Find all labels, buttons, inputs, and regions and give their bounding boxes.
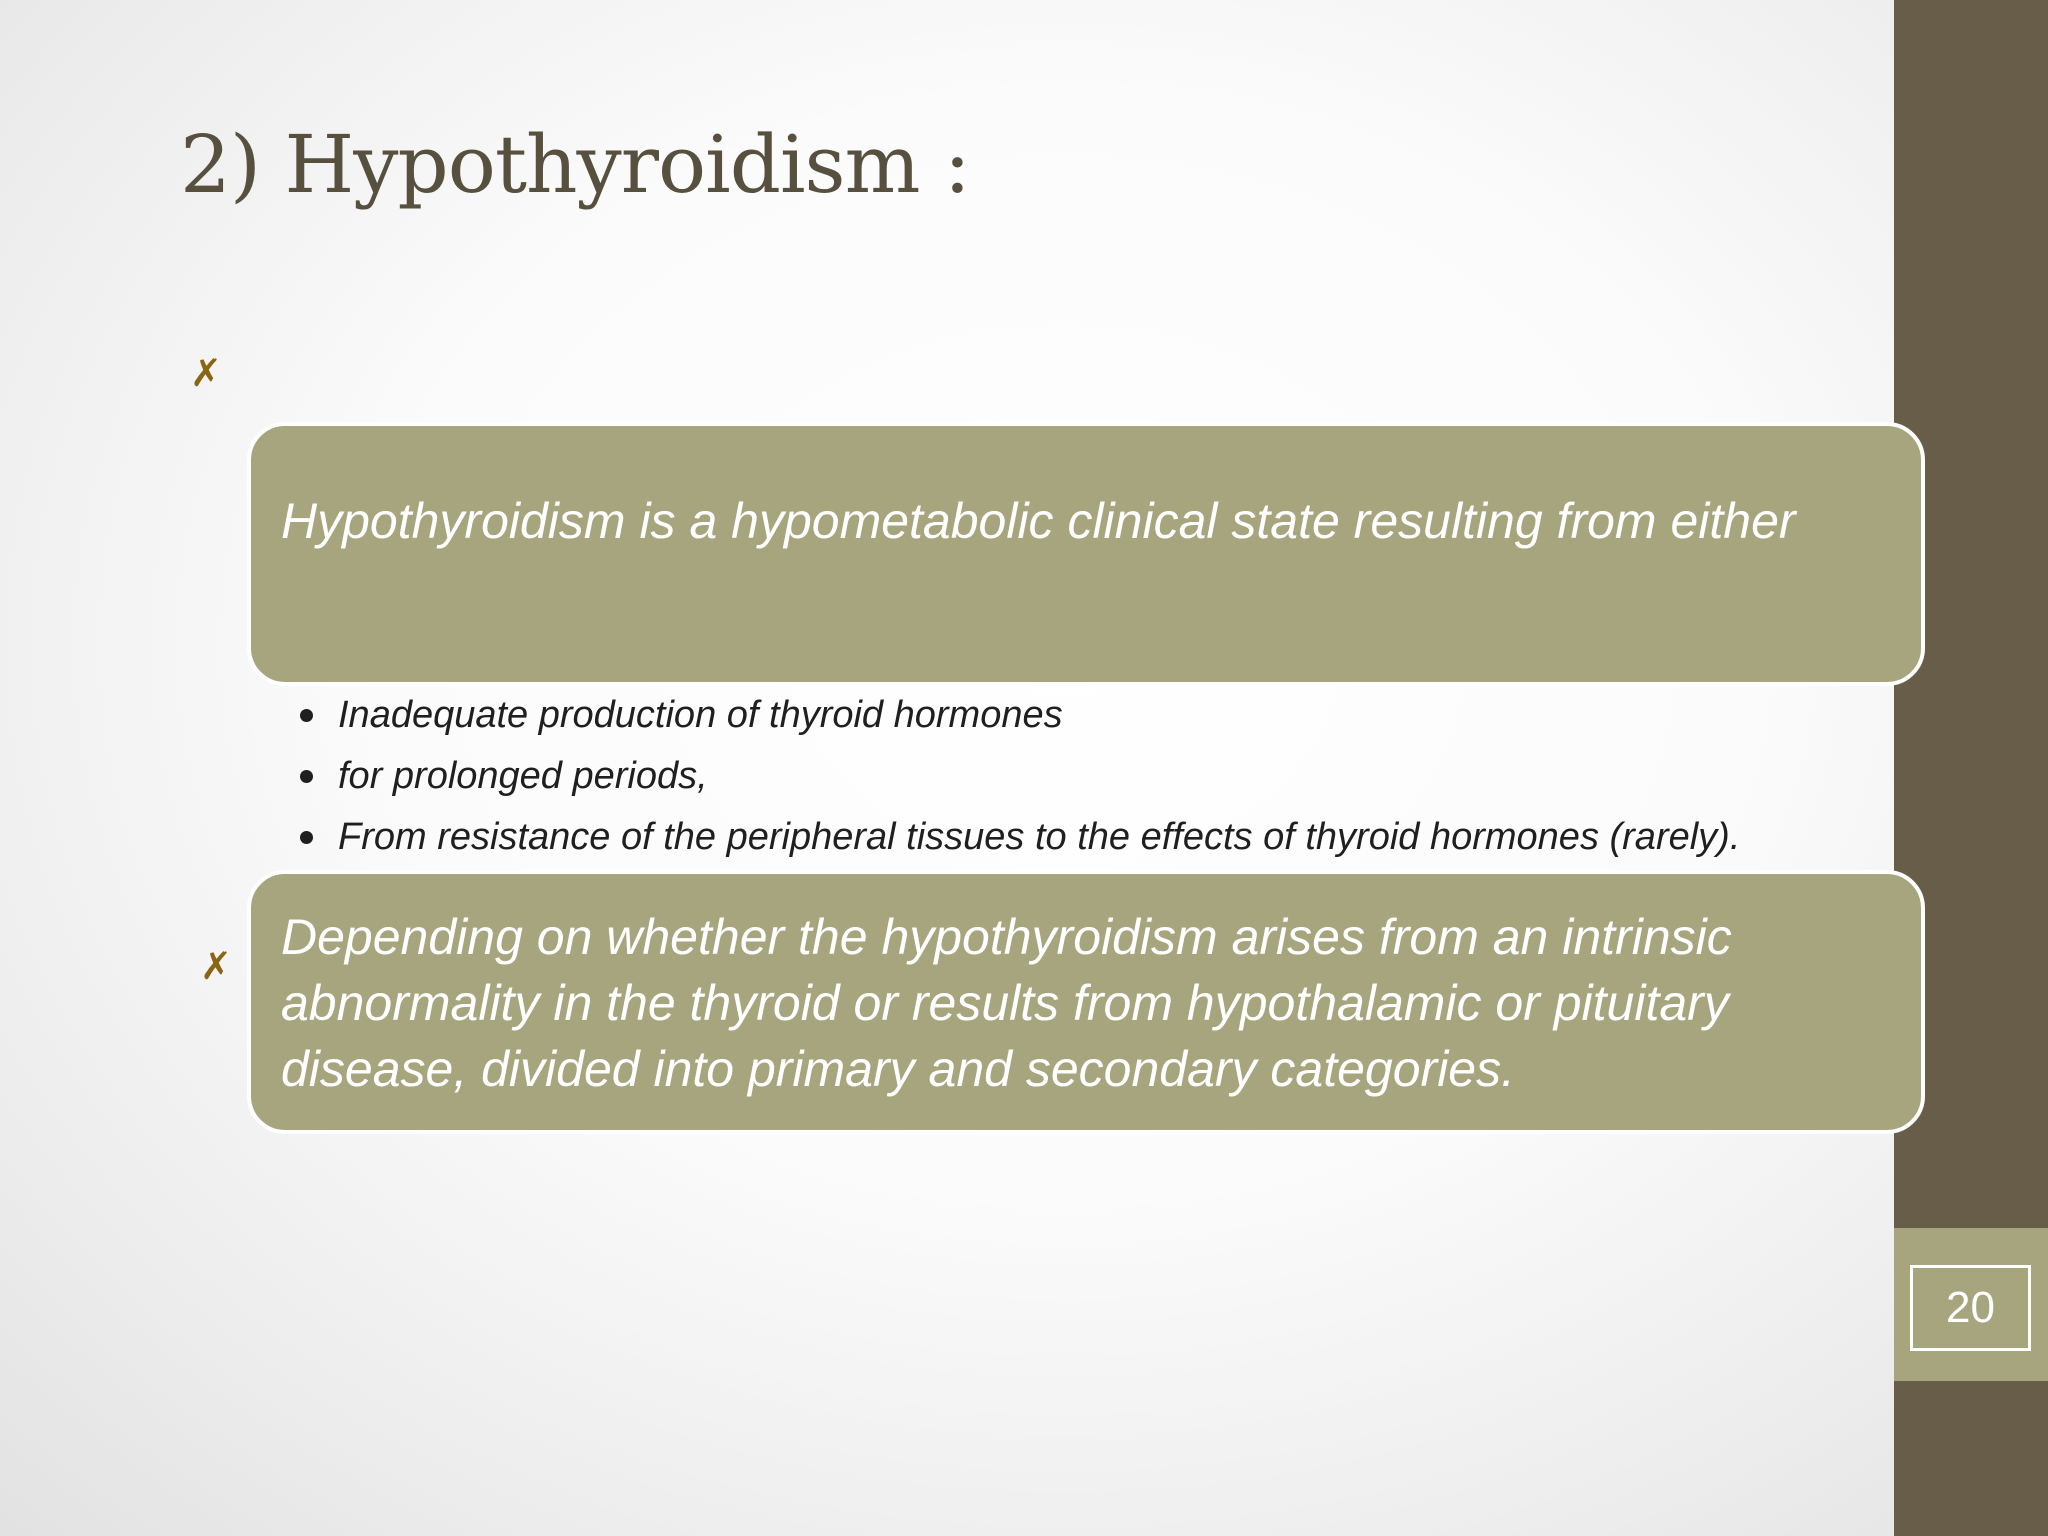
list-item-text: From resistance of the peripheral tissues to the effects of thyroid hormones (rarely).	[338, 816, 1741, 858]
bullet-dot-icon	[300, 709, 313, 722]
sub-point-list	[300, 690, 1740, 873]
definition-box	[247, 422, 1925, 686]
definition-text: Hypothyroidism is a hypometabolic clinical state resulting from either	[281, 493, 1796, 549]
list-item	[300, 690, 1740, 751]
bullet-dot-icon	[300, 831, 313, 844]
list-item-text: for prolonged periods,	[338, 755, 708, 797]
list-item	[300, 751, 1740, 812]
x-bullet-icon: ✗	[190, 351, 222, 395]
classification-box	[247, 870, 1925, 1134]
x-bullet-icon: ✗	[200, 944, 232, 988]
list-item	[300, 812, 1740, 873]
slide-title: 2) Hypothyroidism :	[180, 118, 970, 211]
bullet-dot-icon	[300, 770, 313, 783]
classification-text: Depending on whether the hypothyroidism arises from an intrinsic abnormality in the thyroid or results from hypothalamic or pituitary disease, divided into primary and secondary categories.	[281, 909, 1732, 1097]
page-number: 20	[1910, 1265, 2031, 1351]
list-item-text: Inadequate production of thyroid hormones	[338, 694, 1063, 736]
